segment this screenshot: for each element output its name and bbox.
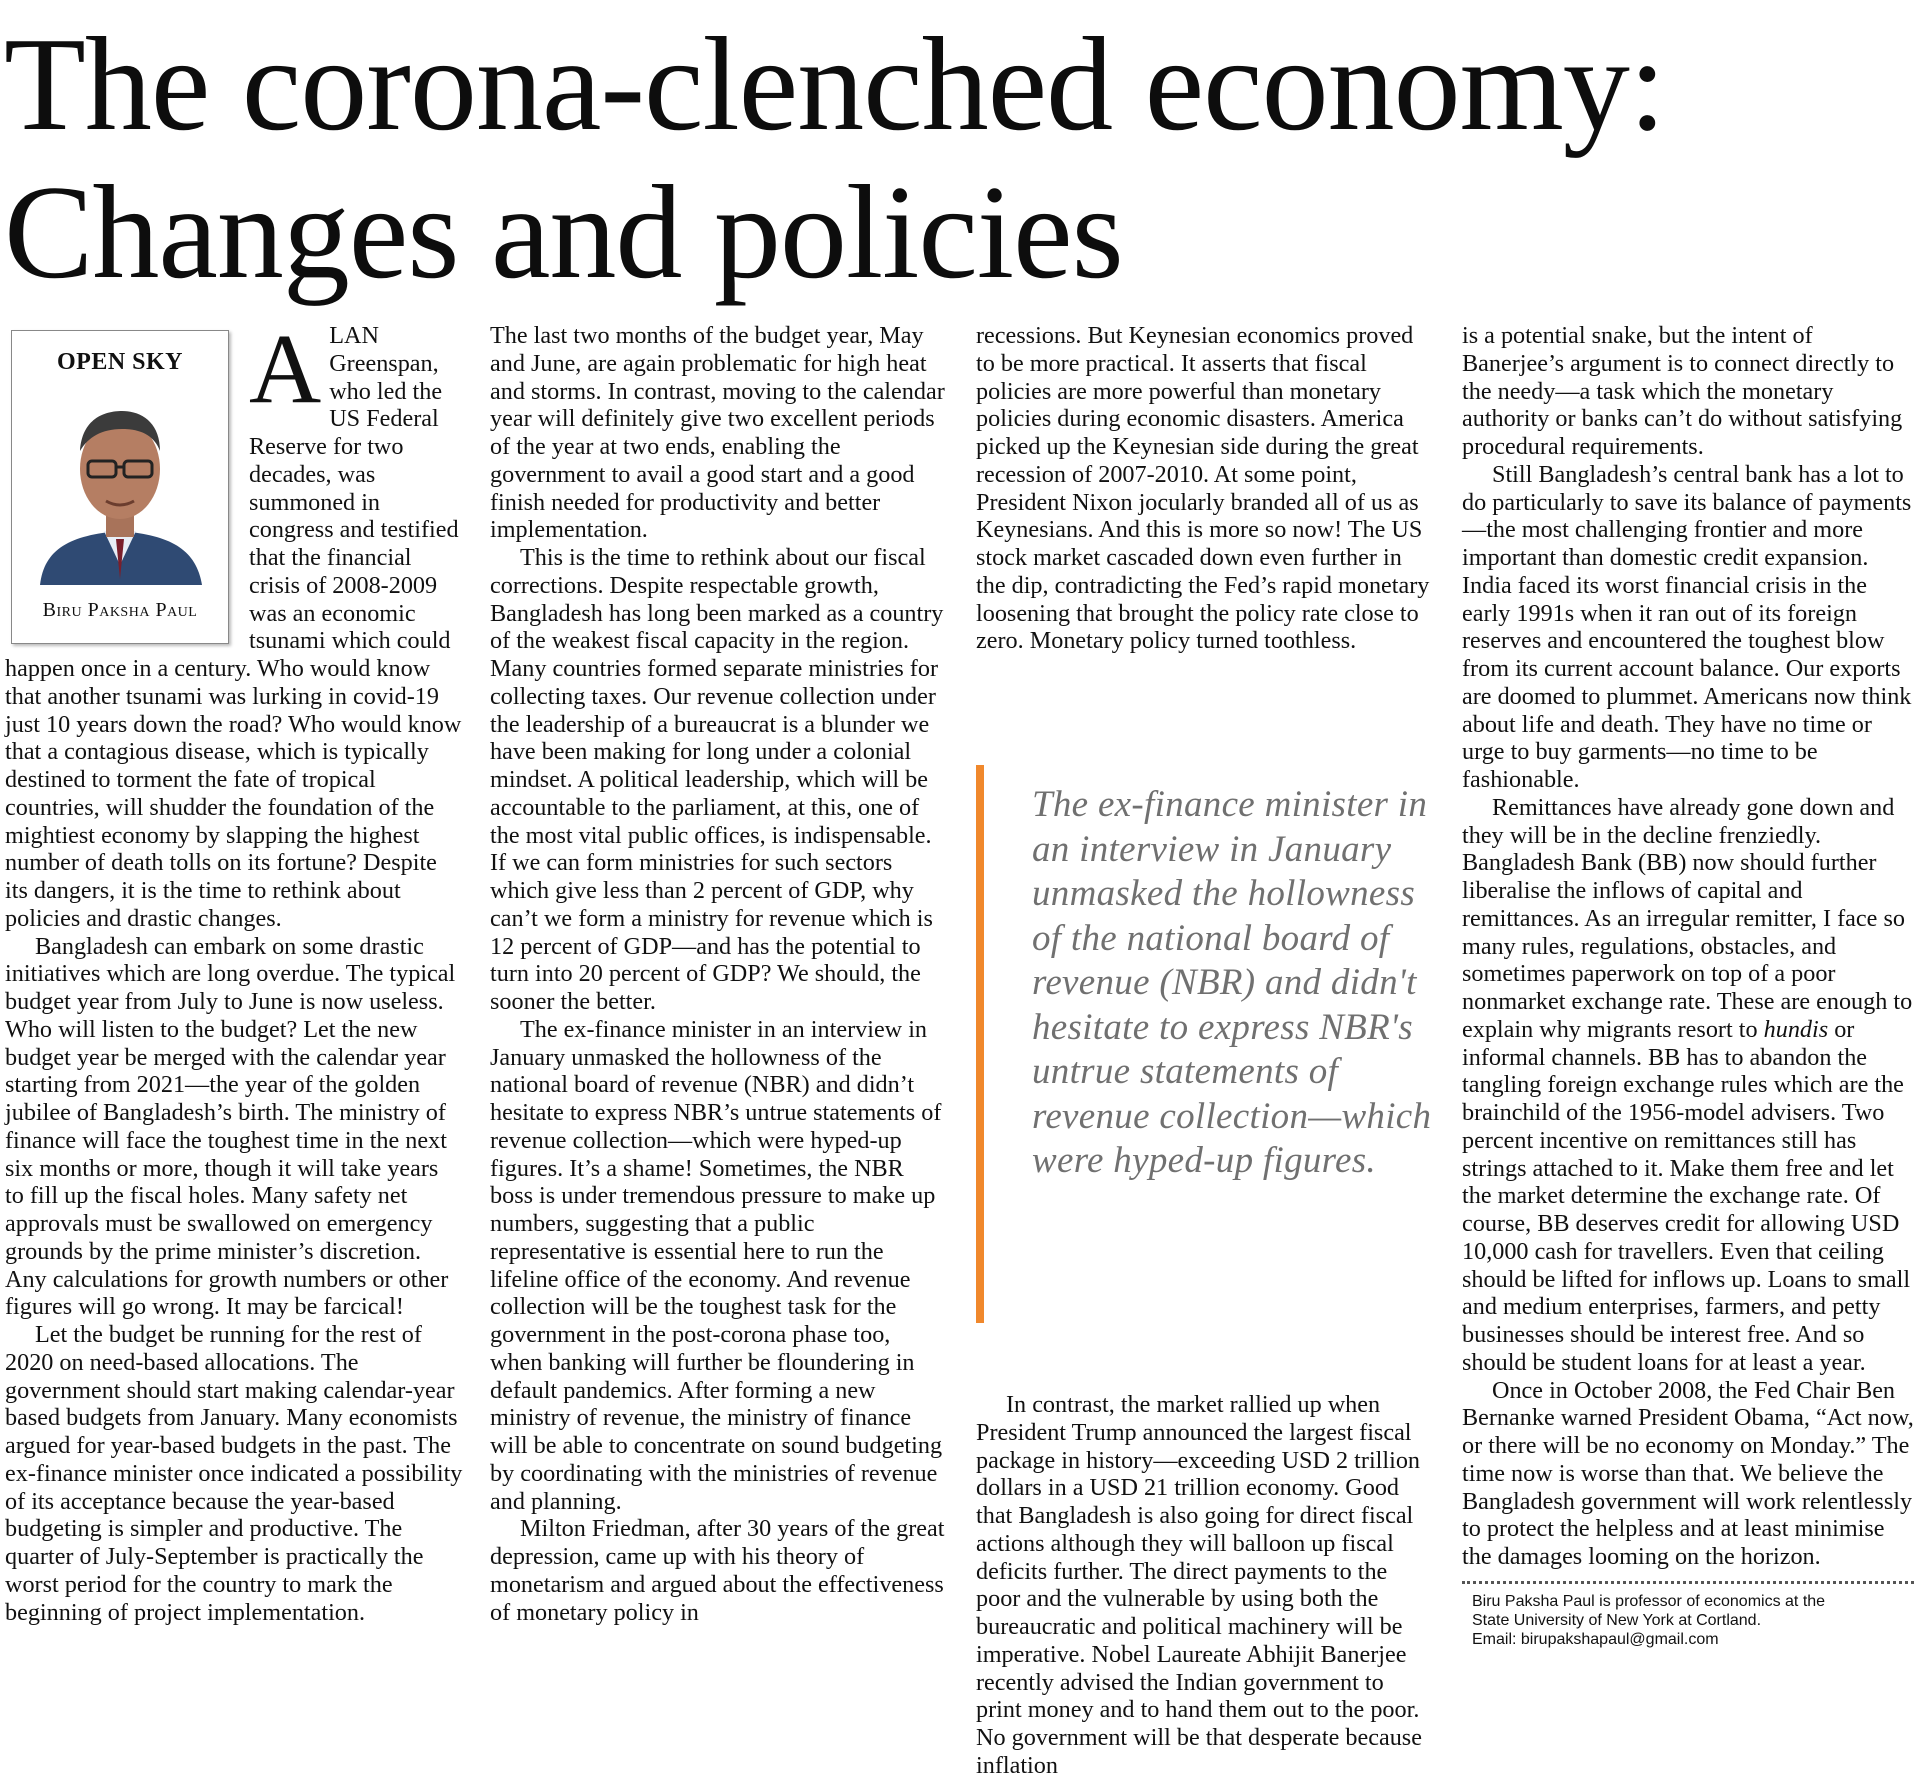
- paragraph: Once in October 2008, the Fed Chair Ben Bernanke warned President Obama, “Act now, or there will be no economy on Monday.” The time now is worse than that. We believe the Bangladesh government will work relentlessly to protect the helpless and at least minimise the damages looming on the horizon.: [1462, 1376, 1914, 1570]
- author-email: Email: birupakshapaul@gmail.com: [1472, 1630, 1719, 1648]
- paragraph: The last two months of the budget year, May and June, are again problematic for high heat and storms. In contrast, moving to the calendar year will definitely give two excellent periods of the year at two ends, enabling the government to avail a good start and a good finish needed for productivity and better implementation.: [490, 322, 945, 544]
- headline-line-1: The corona-clenched economy:: [4, 10, 1666, 158]
- author-photo: [30, 389, 210, 585]
- drop-cap: A: [249, 313, 322, 424]
- italic-term: hundis: [1763, 1015, 1829, 1043]
- paragraph: The ex-finance minister in an interview in January unmasked the hollowness of the national board of revenue (NBR) and didn’t hesitate to express NBR’s untrue statements of revenue collection—which were hyped-up figures. It’s a shame! Sometimes, the NBR boss is under tremendous pressure to make up numbers, suggesting that a public representative is essential here to run the lifeline office of the economy. And revenue collection will be the toughest task for the government in the post-corona phase too, when banking will further be floundering in default pandemics. After forming a new ministry of revenue, the ministry of finance will be able to concentrate on sound budgeting by coordinating with the ministries of revenue and planning.: [490, 1015, 943, 1515]
- pull-quote-text: The ex-finance minister in an interview in January unmasked the hollowness of the national board of revenue (NBR) and didn't hesitate to express NBR's untrue statements of revenue collection—which were hyped-up figures.: [1032, 784, 1432, 1181]
- paragraph: Milton Friedman, after 30 years of the great depression, came up with his theory of monetarism and argued about the effectiveness of monetary policy in: [490, 1515, 945, 1626]
- paragraph: is a potential snake, but the intent of Banerjee’s argument is to connect directly to the needy—a task which the monetary authority or banks can’t do without satisfying procedural requirements.: [1462, 322, 1903, 460]
- paragraph: [1462, 794, 1914, 1377]
- paragraph-text: Remittances have already gone down and they will be in the decline frenziedly. Bangladesh Bank (BB) now should further liberalise the inflows of capital and remittances. As an irregular remitter, I face so many rules, regulations, obstacles, and sometimes paperwork on top of a poor nonmarket exchange rate. These are enough to explain why migrants resort to: [1462, 793, 1913, 1043]
- article-column-4: [1462, 322, 1914, 1649]
- paragraph-text: or informal channels. BB has to abandon the tangling foreign exchange rules which are the brainchild of the 1956-model advisers. Two percent incentive on remittances still has strings attached to it. Make them free and let the market determine the exchange rate. Of course, BB deserves credit for allowing USD 10,000 cash for travellers. Even that ceiling should be lifted for inflows up. Loans to small and medium enterprises, farmers, and petty businesses should be interest free. And so should be student loans for at least a year.: [1462, 1015, 1911, 1376]
- paragraph: Bangladesh can embark on some drastic initiatives which are long overdue. The typical budget year from July to June is now useless. Who will listen to the budget? Let the new budget year be merged with the calendar year starting from 2021—the year of the golden jubilee of Bangladesh’s birth. The ministry of finance will face the toughest time in the next six months or more, though it will take years to fill up the fiscal holes. Many safety net approvals must be swallowed on emergency grounds by the prime minister’s discretion. Any calculations for growth numbers or other figures will go wrong. It may be farcical!: [5, 932, 456, 1321]
- bio-line: Biru Paksha Paul is professor of economics at the: [1472, 1592, 1826, 1610]
- paragraph: In contrast, the market rallied up when President Trump announced the largest fiscal package in history—exceeding USD 2 trillion dollars in a USD 21 trillion economy. Good that Bangladesh is also going for direct fiscal actions although they will balloon up fiscal deficits further. The direct payments to the poor and the vulnerable by using both the bureaucratic and political machinery will be imperative. Nobel Laureate Abhijit Banerjee recently advised the Indian government to print money and to hand them out to the poor. No government will be that desperate because inflation: [976, 1391, 1422, 1779]
- paragraph: Let the budget be running for the rest of 2020 on need-based allocations. The government should start making calendar-year based budgets from January. Many economists argued for year-based budgets in the past. The ex-finance minister once indicated a possibility of its acceptance because the year-based budgeting is simpler and productive. The quarter of July-September is practically the worst period for the country to mark the beginning of project implementation.: [5, 1321, 463, 1626]
- paragraph: Still Bangladesh’s central bank has a lot to do particularly to save its balance of payments—the most challenging frontier and more important than domestic credit expansion. India faced its worst financial crisis in the early 1991s when it ran out of its foreign reserves and encountered the toughest blow from its current account balance. Our exports are doomed to plummet. Americans now think about life and death. They have no time or urge to buy garments—no time to be fashionable.: [1462, 460, 1912, 793]
- bio-divider: [1462, 1581, 1914, 1584]
- bio-line: State University of New York at Cortland.: [1472, 1611, 1762, 1629]
- paragraph: recessions. But Keynesian economics proved to be more practical. It asserts that fiscal policies are more powerful than monetary policies during economic disasters. America picked up the Keynesian side during the great recession of 2007-2010. At some point, President Nixon jocularly branded all of us as Keynesians. And this is more so now! The US stock market cascaded down even further in the dip, contradicting the Fed’s rapid monetary loosening that brought the policy rate close to zero. Monetary policy turned toothless.: [976, 322, 1430, 655]
- author-bio: [1462, 1592, 1914, 1649]
- pull-quote: [976, 765, 1434, 1323]
- headline: [4, 10, 1904, 306]
- headline-line-2: Changes and policies: [4, 158, 1123, 306]
- paragraph: This is the time to rethink about our fiscal corrections. Despite respectable growth, Bangladesh has long been marked as a country of the weakest fiscal capacity in the region. Many countries formed separate ministries for collecting taxes. Our revenue collection under the leadership of a bureaucrat is a blunder we have been making for long under a colonial mindset. A political leadership, which will be accountable to the parliament, at this, one of the most vital public offices, is indispensable. If we can form ministries for such sectors which give less than 2 percent of GDP, why can’t we form a ministry for revenue which is 12 percent of GDP—and has the potential to turn into 20 percent of GDP? We should, the sooner the better.: [490, 544, 944, 1015]
- column-kicker: OPEN SKY: [56, 349, 183, 375]
- article-column-3: [976, 322, 1434, 1779]
- byline-box: [11, 330, 229, 644]
- article-column-2: [490, 322, 948, 1746]
- paragraph: LAN Greenspan, who led the US Federal Reserve for two decades, was summoned in congress and testified that the financial crisis of 2008-2009 was an economic tsunami which could happen once in a century. Who would know that another tsunami was lurking in covid-19 just 10 years down the road? Who would know that a contagious disease, which is typically destined to torment the fate of tropical countries, will shudder the foundation of the mightiest economy by slapping the highest number of death tolls on its fortune? Despite its dangers, it is the time to rethink about policies and drastic changes.: [5, 322, 462, 932]
- author-name: Biru Paksha Paul: [42, 598, 198, 621]
- article-column-1: [5, 313, 463, 1746]
